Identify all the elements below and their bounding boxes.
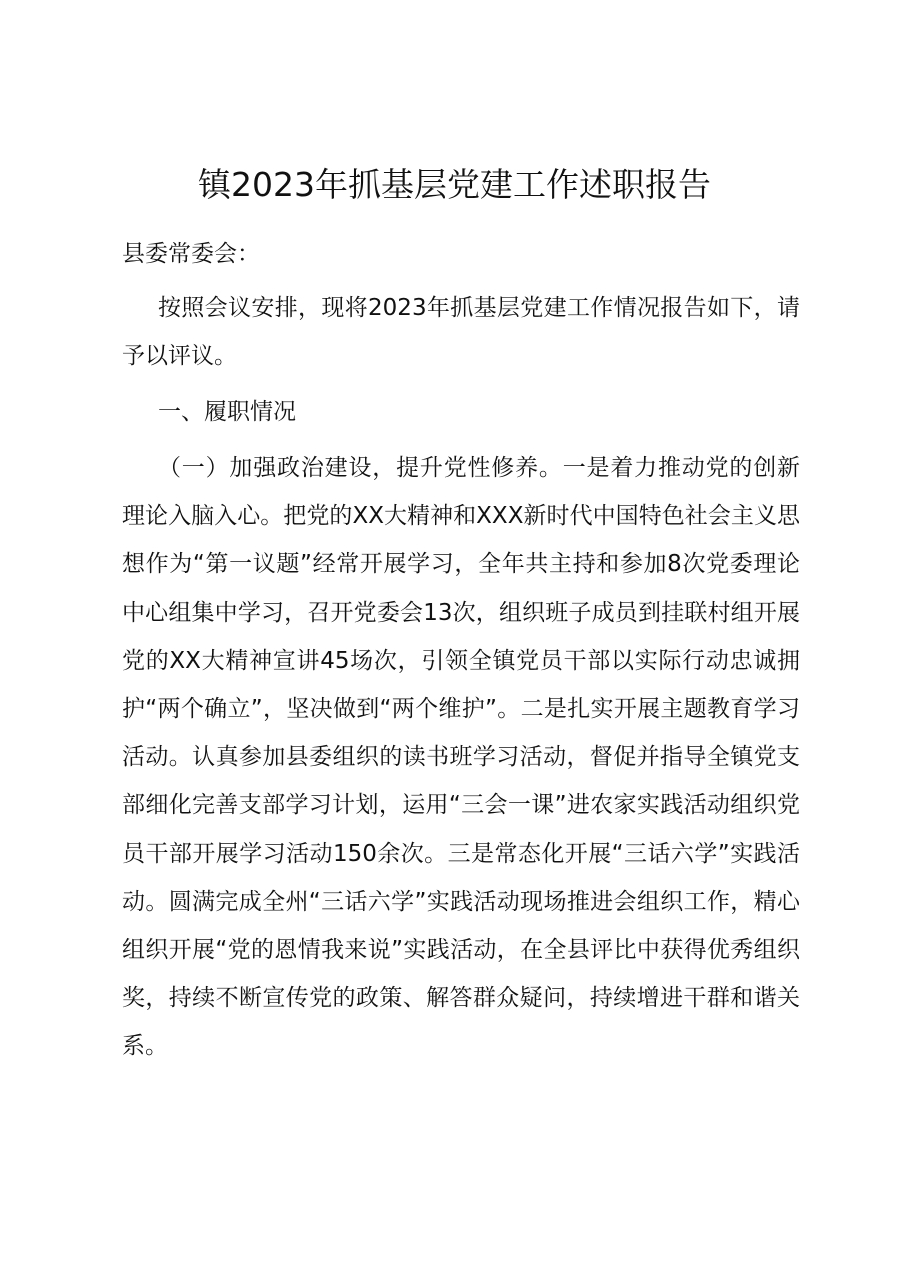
- intro-paragraph: 按照会议安排，现将2023年抓基层党建工作情况报告如下，请予以评议。: [122, 295, 800, 369]
- document-title: 镇2023年抓基层党建工作述职报告: [198, 165, 711, 204]
- body-paragraph: （一）加强政治建设，提升党性修养。一是着力推动党的创新理论入脑入心。把党的XX大精神和XXX新时代中国特色社会主义思想作为“第一议题”经常开展学习，全年共主持和参加8次党委理论中心组集中学习，召开党委会13次，组织班子成员到挂联村组开展党的XX大精神宣讲45场次，引领全镇党员干部以实际行动忠诚拥护“两个确立”，坚决做到“两个维护”。二是扎实开展主题教育学习活动。认真参加县委组织的读书班学习活动，督促并指导全镇党支部细化完善支部学习计划，运用“三会一课”进农家实践活动组织党员干部开展学习活动150余次。三是常态化开展“三话六学”实践活动。圆满完成全州“三话六学”实践活动现场推进会组织工作，精心组织开展“党的恩情我来说”实践活动，在全县评比中获得优秀组织奖，持续不断宣传党的政策、解答群众疑问，持续增进干群和谐关系。: [122, 455, 800, 1060]
- section-heading: 一、履职情况: [158, 399, 296, 425]
- salutation: 县委常委会：: [122, 241, 260, 267]
